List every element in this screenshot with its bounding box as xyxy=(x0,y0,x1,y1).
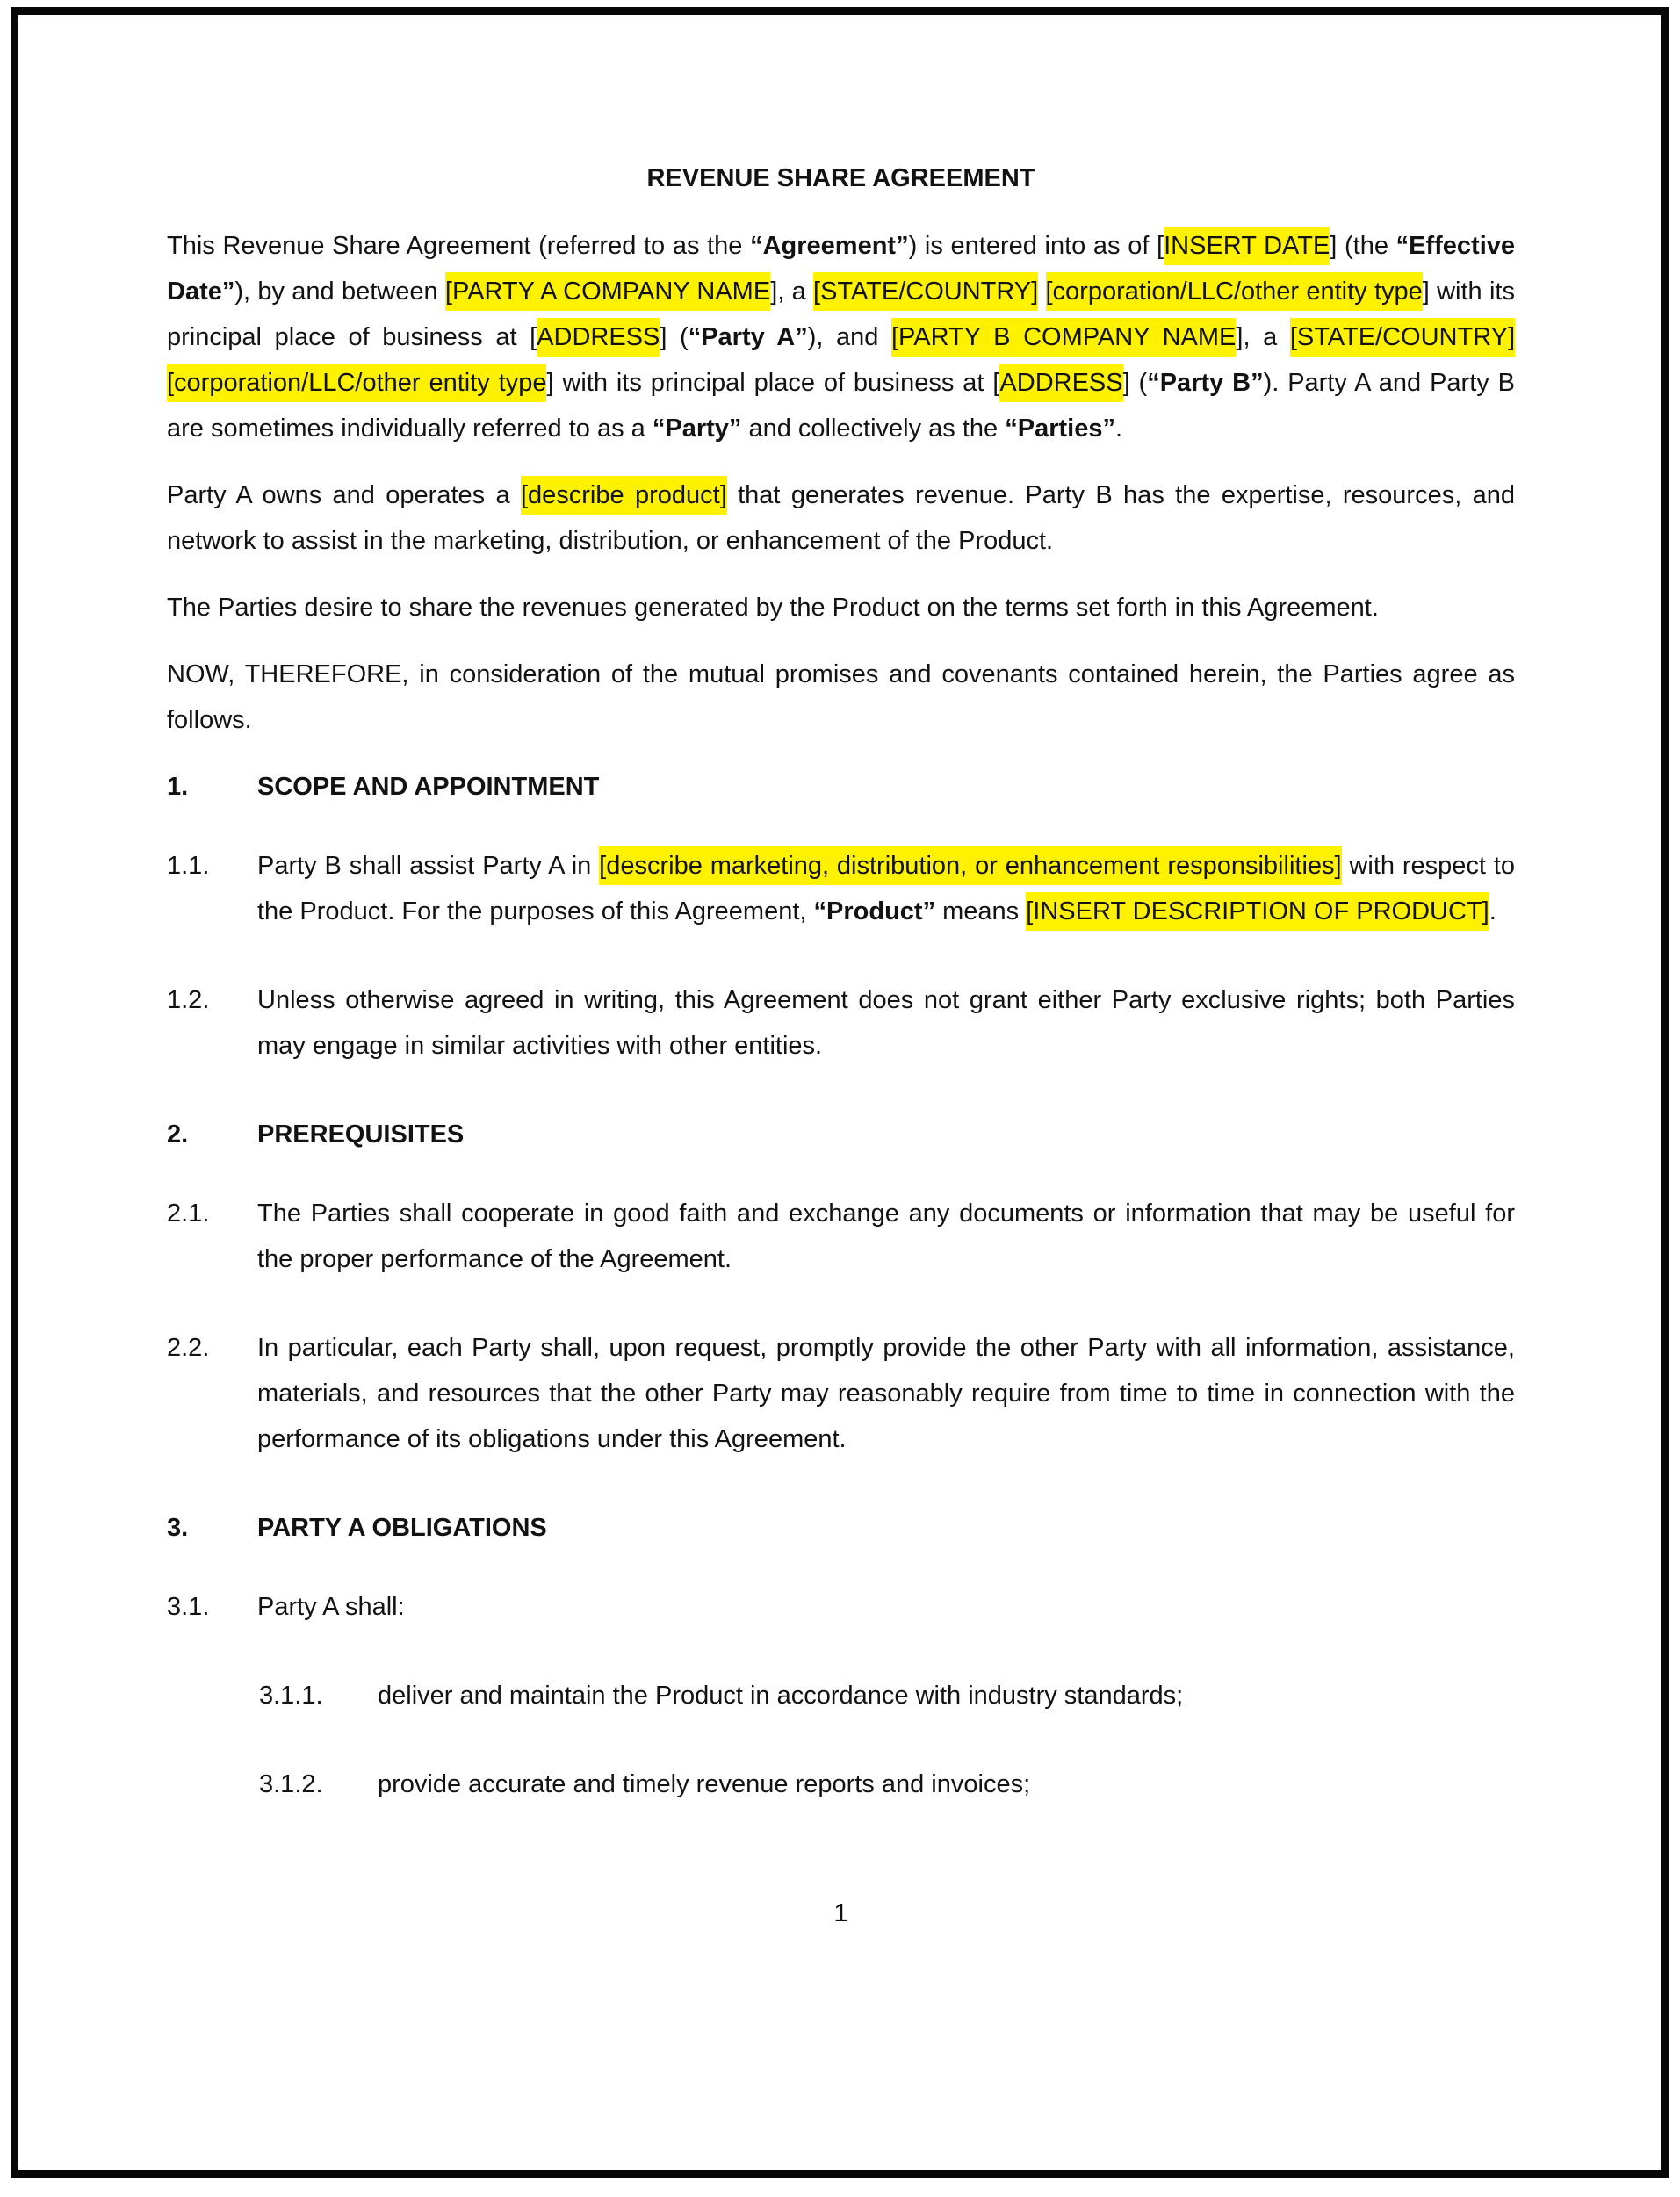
text-segment: The Parties shall cooperate in good faith and exchange any documents or information that may be useful for the proper performance of the Agreement. xyxy=(257,1199,1515,1273)
placeholder-highlight: [corporation/LLC/other entity type xyxy=(1046,272,1423,311)
clause-2-2-number: 2.2. xyxy=(167,1334,210,1362)
text-segment: “Effective Date” xyxy=(167,232,1516,306)
text-segment: Party B shall assist Party A in xyxy=(257,852,600,880)
placeholder-highlight: [describe product] xyxy=(521,476,727,515)
clause-2-1-number: 2.1. xyxy=(167,1199,210,1228)
placeholder-highlight: [PARTY A COMPANY NAME xyxy=(445,272,770,311)
clause-1-2-number: 1.2. xyxy=(167,986,210,1014)
placeholder-highlight: [STATE/COUNTRY] xyxy=(1290,318,1515,357)
clause-3-1 xyxy=(167,1584,1515,1630)
clause-2-1-text xyxy=(257,1191,1515,1282)
text-segment: provide accurate and timely revenue reports and invoices; xyxy=(378,1770,1031,1798)
text-segment: ) is entered into as of [ xyxy=(908,232,1164,260)
clause-3-1-1-text xyxy=(378,1673,1515,1718)
text-segment: . xyxy=(1489,897,1496,926)
clause-3-1-2-text xyxy=(378,1761,1515,1807)
text-segment: NOW, THEREFORE, in consideration of the mutual promises and covenants contained herein, the Parties agree as follows. xyxy=(167,660,1515,734)
text-segment: ] ( xyxy=(1122,369,1148,397)
placeholder-highlight: [STATE/COUNTRY] xyxy=(813,272,1038,311)
clause-1-1-text xyxy=(257,843,1515,934)
text-segment: and collectively as the xyxy=(741,414,1006,443)
section-2-title: PREREQUISITES xyxy=(257,1120,465,1149)
clause-3-1-number: 3.1. xyxy=(167,1593,210,1621)
text-segment: ] with its principal place of business at [ xyxy=(546,369,1000,397)
clause-3-1-1-number: 3.1.1. xyxy=(259,1682,323,1710)
text-segment: In particular, each Party shall, upon request, promptly provide the other Party with all information, assistance, materials, and resources that the other Party may reasonably require from time to time in connection with the performance of its obligations under this Agreement. xyxy=(257,1334,1515,1453)
clause-1-2 xyxy=(167,977,1515,1069)
text-segment: “Party B” xyxy=(1147,369,1264,397)
document-title: REVENUE SHARE AGREEMENT xyxy=(646,164,1035,192)
text-segment: “Parties” xyxy=(1005,414,1115,443)
text-segment: Party A owns and operates a xyxy=(167,481,521,509)
text-segment: ), and xyxy=(807,323,891,351)
placeholder-highlight: [corporation/LLC/other entity type xyxy=(167,364,546,402)
text-segment: ], a xyxy=(1236,323,1290,351)
text-segment: with respect to the Product. For the purposes of this Agreement, xyxy=(257,852,1515,926)
section-2-heading xyxy=(167,1112,1515,1157)
intro-paragraph xyxy=(167,223,1515,451)
clause-1-1 xyxy=(167,843,1515,934)
now-therefore-paragraph xyxy=(167,652,1515,743)
placeholder-highlight: INSERT DATE xyxy=(1164,227,1330,265)
clause-3-1-1 xyxy=(259,1673,1515,1718)
placeholder-highlight: [INSERT DESCRIPTION OF PRODUCT] xyxy=(1026,892,1489,931)
text-segment: “Party” xyxy=(652,414,742,443)
text-segment: Unless otherwise agreed in writing, this Agreement does not grant either Party exclusive rights; both Parties may engage in similar activities with other entities. xyxy=(257,986,1515,1060)
text-segment: deliver and maintain the Product in accordance with industry standards; xyxy=(378,1682,1184,1710)
clause-3-1-2 xyxy=(259,1761,1515,1807)
text-segment: that generates revenue. Party B has the expertise, resources, and network to assist in the marketing, distribution, or enhancement of the Product. xyxy=(167,481,1515,555)
text-segment: “Agreement” xyxy=(750,232,909,260)
section-1-title: SCOPE AND APPOINTMENT xyxy=(257,773,600,801)
text-segment: The Parties desire to share the revenues generated by the Product on the terms set forth in this Agreement. xyxy=(167,594,1379,622)
text-segment: Party A shall: xyxy=(257,1593,405,1621)
text-segment: ] with its principal place of business at [ xyxy=(167,277,1515,351)
text-segment: “Product” xyxy=(813,897,936,926)
text-segment: ), by and between xyxy=(234,277,445,306)
text-segment: ], a xyxy=(770,277,814,306)
placeholder-highlight: ADDRESS xyxy=(537,318,660,357)
section-1-number: 1. xyxy=(167,773,189,801)
clause-2-2-text xyxy=(257,1325,1515,1462)
placeholder-highlight: [PARTY B COMPANY NAME xyxy=(891,318,1236,357)
section-1-heading xyxy=(167,764,1515,810)
text-segment: This Revenue Share Agreement (referred to as the xyxy=(167,232,751,260)
text-segment xyxy=(1038,277,1045,306)
text-segment: means xyxy=(935,897,1027,926)
document-content xyxy=(167,155,1515,1936)
section-3-heading xyxy=(167,1505,1515,1551)
text-segment: ] ( xyxy=(660,323,689,351)
placeholder-highlight: [describe marketing, distribution, or enhancement responsibilities] xyxy=(599,846,1341,885)
text-segment: ). Party A and Party B are sometimes individually referred to as a xyxy=(167,369,1515,443)
text-segment: ] (the xyxy=(1330,232,1396,260)
section-2-number: 2. xyxy=(167,1120,189,1149)
clause-1-2-text xyxy=(257,977,1515,1069)
section-3-title: PARTY A OBLIGATIONS xyxy=(257,1514,547,1542)
clause-2-1 xyxy=(167,1191,1515,1282)
text-segment: . xyxy=(1114,414,1123,443)
clause-1-1-number: 1.1. xyxy=(167,852,210,880)
clause-3-1-text xyxy=(257,1584,1515,1630)
section-3-number: 3. xyxy=(167,1514,189,1542)
recital-product-paragraph xyxy=(167,472,1515,564)
placeholder-highlight: ADDRESS xyxy=(999,364,1122,402)
clause-2-2 xyxy=(167,1325,1515,1462)
text-segment: “Party A” xyxy=(688,323,808,351)
page-border-frame xyxy=(11,7,1669,2178)
clause-3-1-2-number: 3.1.2. xyxy=(259,1770,323,1798)
recital-desire-paragraph xyxy=(167,585,1515,630)
page-number: 1 xyxy=(833,1899,848,1927)
